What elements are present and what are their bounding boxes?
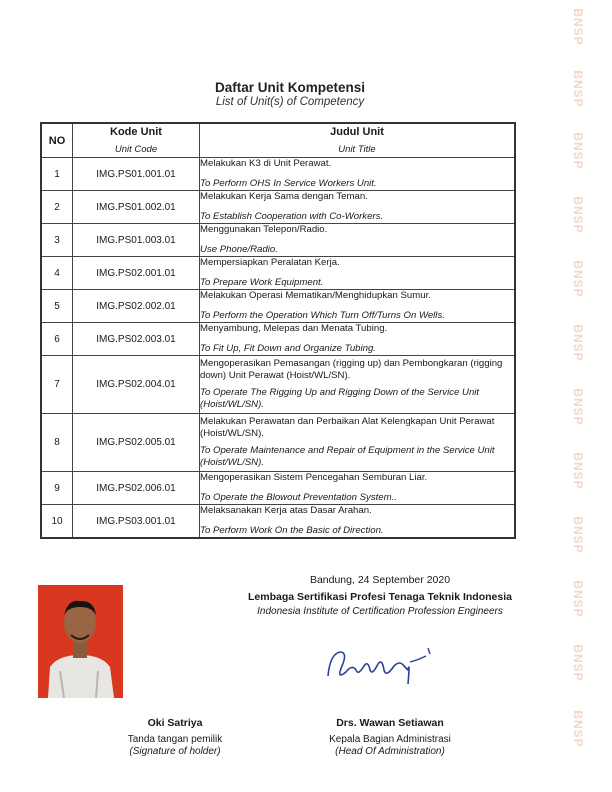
holder-role: Tanda tangan pemilik: [127, 734, 223, 745]
watermark-text: BNSP: [571, 388, 585, 426]
row-code: IMG.PS01.001.01: [73, 158, 200, 191]
row-no: 9: [41, 472, 73, 505]
watermark-text: BNSP: [571, 516, 585, 554]
row-title-en: To Perform the Operation Which Turn Off/Turns On Wells.: [200, 310, 445, 321]
row-title: [200, 257, 516, 290]
row-title: [200, 505, 516, 539]
row-no: 4: [41, 257, 73, 290]
table-row: [41, 158, 515, 191]
issuer-org: Lembaga Sertifikasi Profesi Tenaga Teknik Indonesia: [248, 591, 512, 603]
row-title-id: Mempersiapkan Peralatan Kerja.: [200, 257, 340, 268]
watermark-text: BNSP: [571, 710, 585, 748]
row-no: 5: [41, 290, 73, 323]
row-title: [200, 356, 516, 414]
row-title-id: Melakukan Perawatan dan Perbaikan Alat Kelengkapan Unit Perawat (Hoist/WL/SN).: [200, 416, 495, 439]
row-title-en: To Operate the Blowout Preventation System..: [200, 492, 397, 503]
row-no: 8: [41, 414, 73, 472]
watermark-text: BNSP: [571, 452, 585, 490]
table-row: [41, 356, 515, 414]
holder-role-en: (Signature of holder): [129, 746, 221, 757]
row-title: [200, 414, 516, 472]
row-title: [200, 472, 516, 505]
row-title-en: To Fit Up, Fit Down and Organize Tubing.: [200, 343, 376, 354]
issuer-role: Kepala Bagian Administrasi: [329, 734, 451, 745]
row-code: IMG.PS02.005.01: [73, 414, 200, 472]
table-header-row: [41, 123, 515, 158]
row-title-id: Mengoperasikan Pemasangan (rigging up) dan Pembongkaran (rigging down) Unit Perawat (Hoist/WL/SN).: [200, 358, 503, 381]
row-code: IMG.PS02.003.01: [73, 323, 200, 356]
row-no: 7: [41, 356, 73, 414]
row-code: IMG.PS03.001.01: [73, 505, 200, 539]
header-code-label: Kode Unit: [110, 126, 162, 138]
row-title-en: To Prepare Work Equipment.: [200, 277, 324, 288]
watermark-text: BNSP: [571, 644, 585, 682]
page-title: Daftar Unit Kompetensi: [214, 80, 366, 95]
row-code: IMG.PS01.002.01: [73, 191, 200, 224]
row-no: 2: [41, 191, 73, 224]
table-row: [41, 257, 515, 290]
table-row: [41, 414, 515, 472]
row-title: [200, 323, 516, 356]
watermark-text: BNSP: [571, 8, 585, 46]
holder-name: Oki Satriya: [147, 717, 203, 729]
row-title-id: Menggunakan Telepon/Radio.: [200, 224, 328, 235]
watermark-text: BNSP: [571, 196, 585, 234]
row-title-id: Mengoperasikan Sistem Pencegahan Semburan Liar.: [200, 472, 428, 483]
row-code: IMG.PS01.003.01: [73, 224, 200, 257]
row-title-en: To Perform OHS In Service Workers Unit.: [200, 178, 377, 189]
table-row: [41, 224, 515, 257]
table-row: [41, 290, 515, 323]
row-title: [200, 191, 516, 224]
row-code: IMG.PS02.001.01: [73, 257, 200, 290]
row-title-id: Melaksanakan Kerja atas Dasar Arahan.: [200, 505, 372, 516]
row-no: 10: [41, 505, 73, 539]
holder-photo: [38, 585, 123, 698]
issuer-name: Drs. Wawan Setiawan: [336, 717, 444, 729]
watermark-text: BNSP: [571, 70, 585, 108]
row-title-id: Melakukan Kerja Sama dengan Teman.: [200, 191, 368, 202]
table-row: [41, 472, 515, 505]
row-no: 6: [41, 323, 73, 356]
signature-icon: [322, 640, 442, 690]
issuer-org-en: Indonesia Institute of Certification Profession Engineers: [257, 606, 503, 617]
person-silhouette-icon: [38, 585, 123, 698]
row-title-en: To Establish Cooperation with Co-Workers.: [200, 211, 384, 222]
row-title: [200, 158, 516, 191]
competency-table: [40, 122, 516, 539]
header-no: NO: [41, 123, 73, 158]
watermark-text: BNSP: [571, 324, 585, 362]
watermark-text: BNSP: [571, 260, 585, 298]
row-title-id: Menyambung, Melepas dan Menata Tubing.: [200, 323, 388, 334]
row-title-en: Use Phone/Radio.: [200, 244, 278, 255]
header-title: [200, 123, 516, 158]
row-no: 1: [41, 158, 73, 191]
row-title-en: To Operate Maintenance and Repair of Equipment in the Service Unit (Hoist/WL/SN).: [200, 445, 495, 468]
header-title-label: Judul Unit: [330, 126, 384, 138]
table-row: [41, 323, 515, 356]
row-title: [200, 290, 516, 323]
row-title-en: To Perform Work On the Basic of Direction.: [200, 525, 384, 536]
watermark-text: BNSP: [571, 580, 585, 618]
row-code: IMG.PS02.004.01: [73, 356, 200, 414]
row-no: 3: [41, 224, 73, 257]
row-title-id: Melakukan Operasi Mematikan/Menghidupkan Sumur.: [200, 290, 431, 301]
watermark: [558, 0, 598, 792]
table-row: [41, 505, 515, 539]
row-code: IMG.PS02.002.01: [73, 290, 200, 323]
table-row: [41, 191, 515, 224]
row-title-id: Melakukan K3 di Unit Perawat.: [200, 158, 332, 169]
row-code: IMG.PS02.006.01: [73, 472, 200, 505]
header-title-label-en: Unit Title: [338, 144, 376, 155]
issuer-role-en: (Head Of Administration): [335, 746, 445, 757]
page-subtitle: List of Unit(s) of Competency: [215, 96, 365, 108]
header-code-label-en: Unit Code: [114, 144, 158, 155]
row-title-en: To Operate The Rigging Up and Rigging Down of the Service Unit (Hoist/WL/SN).: [200, 387, 480, 410]
row-title: [200, 224, 516, 257]
header-code: [73, 123, 200, 158]
watermark-text: BNSP: [571, 132, 585, 170]
issue-place-date: Bandung, 24 September 2020: [309, 574, 451, 586]
